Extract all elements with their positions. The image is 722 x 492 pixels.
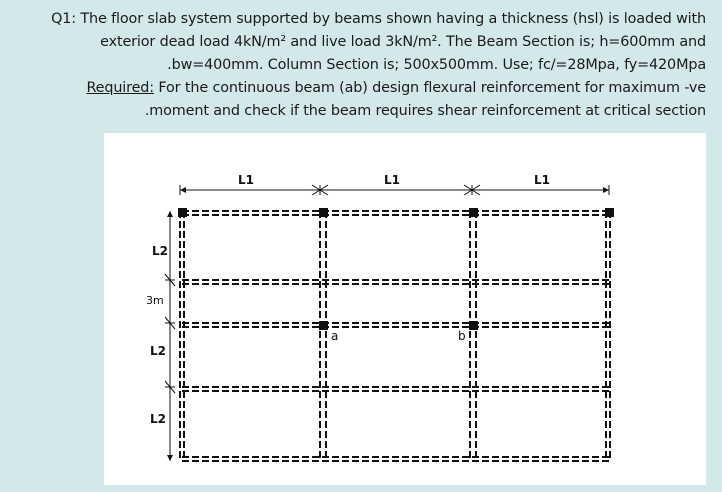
span-label-1: L1 xyxy=(238,173,254,187)
span-label-2: L1 xyxy=(384,173,400,187)
required-line xyxy=(0,77,706,100)
point-a-label: a xyxy=(331,329,339,343)
question-line-5: .moment and check if the beam requires shear reinforcement at critical section xyxy=(144,103,706,119)
question-text xyxy=(0,8,706,123)
column-top-mid2 xyxy=(469,208,478,217)
required-label: Required: xyxy=(86,80,154,96)
column-top-right xyxy=(605,208,614,217)
side-label-1: L2 xyxy=(152,244,168,258)
column-top-left xyxy=(178,208,187,217)
column-b xyxy=(469,321,478,330)
column-a xyxy=(319,321,328,330)
side-label-3: L2 xyxy=(150,344,166,358)
point-b-label: b xyxy=(458,329,466,343)
required-text: For the continuous beam (ab) design flexural reinforcement for maximum -ve xyxy=(153,80,706,96)
floor-plan-svg xyxy=(104,133,706,485)
floor-plan-figure xyxy=(104,133,706,485)
question-line-3: .bw=400mm. Column Section is; 500x500mm. Use; fc/=28Mpa, fy=420Mpa xyxy=(167,57,706,73)
columns xyxy=(178,208,614,330)
side-label-4: L2 xyxy=(150,412,166,426)
side-label-2: 3m xyxy=(146,294,164,307)
beam-grid xyxy=(180,211,610,461)
span-label-3: L1 xyxy=(534,173,550,187)
question-line-1: Q1: The floor slab system supported by beams shown having a thickness (hsl) is loaded with xyxy=(51,11,706,27)
question-line-2: exterior dead load 4kN/m² and live load 3kN/m². The Beam Section is; h=600mm and xyxy=(100,34,706,50)
column-top-mid1 xyxy=(319,208,328,217)
